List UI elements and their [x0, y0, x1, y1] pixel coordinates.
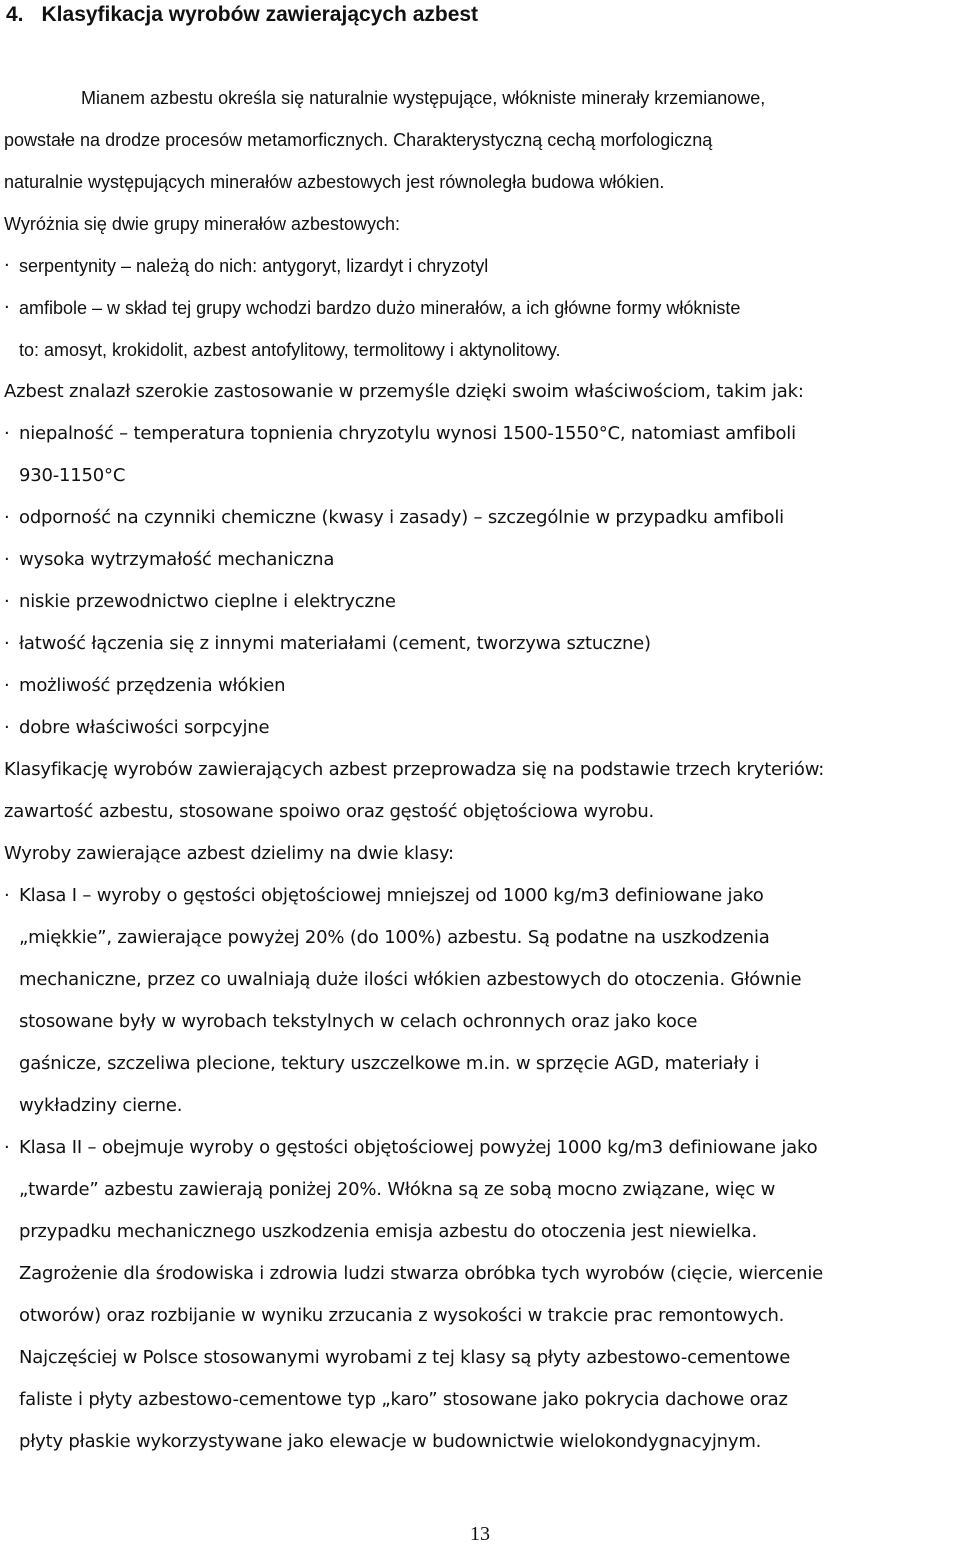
list-item-continuation: to: amosyt, krokidolit, azbest antofylitowy, termolitowy i aktynolitowy. [19, 340, 561, 360]
list-item-continuation: otworów) oraz rozbijanie w wyniku zrzucania z wysokości w trakcie prac remontowych. [19, 1305, 785, 1326]
bullet-marker: · [4, 297, 10, 318]
list-item-continuation: 930-1150°C [19, 465, 126, 486]
paragraph-line: Azbest znalazł szerokie zastosowanie w przemyśle dzięki swoim właściwościom, takim jak: [4, 381, 804, 402]
list-item: łatwość łączenia się z innymi materiałami (cement, tworzywa sztuczne) [19, 633, 651, 654]
bullet-marker: · [4, 675, 10, 696]
bullet-marker: · [4, 255, 10, 276]
bullet-marker: · [4, 507, 10, 528]
bullet-marker: · [4, 591, 10, 612]
list-item-continuation: Zagrożenie dla środowiska i zdrowia ludzi stwarza obróbka tych wyrobów (cięcie, wiercenie [19, 1263, 824, 1284]
list-item: wysoka wytrzymałość mechaniczna [19, 549, 335, 570]
list-item: Klasa I – wyroby o gęstości objętościowej mniejszej od 1000 kg/m3 definiowane jako [19, 885, 764, 906]
list-item: możliwość przędzenia włókien [19, 675, 286, 696]
bullet-marker: · [4, 717, 10, 738]
list-item-continuation: stosowane były w wyrobach tekstylnych w celach ochronnych oraz jako koce [19, 1011, 698, 1032]
list-item-continuation: przypadku mechanicznego uszkodzenia emisja azbestu do otoczenia jest niewielka. [19, 1221, 757, 1242]
list-item-continuation: wykładziny cierne. [19, 1095, 183, 1116]
paragraph-line: Mianem azbestu określa się naturalnie występujące, włókniste minerały krzemianowe, [81, 88, 766, 108]
paragraph-line: naturalnie występujących minerałów azbestowych jest równoległa budowa włókien. [4, 172, 665, 192]
bullet-marker: · [4, 423, 10, 444]
paragraph-line: Klasyfikację wyrobów zawierających azbest przeprowadza się na podstawie trzech kryteriów: [4, 759, 825, 780]
list-item: amfibole – w skład tej grupy wchodzi bardzo dużo minerałów, a ich główne formy włókniste [19, 298, 741, 318]
paragraph-line: Wyróżnia się dwie grupy minerałów azbestowych: [4, 214, 400, 234]
section-title: Klasyfikacja wyrobów zawierających azbest [41, 3, 479, 26]
list-item-continuation: gaśnicze, szczeliwa plecione, tektury uszczelkowe m.in. w sprzęcie AGD, materiały i [19, 1053, 760, 1074]
section-number: 4. [6, 3, 24, 26]
list-item-continuation: płyty płaskie wykorzystywane jako elewacje w budownictwie wielokondygnacyjnym. [19, 1431, 762, 1452]
list-item: niskie przewodnictwo cieplne i elektryczne [19, 591, 396, 612]
list-item-continuation: Najczęściej w Polsce stosowanymi wyrobami z tej klasy są płyty azbestowo-cementowe [19, 1347, 791, 1368]
list-item-continuation: „twarde” azbestu zawierają poniżej 20%. Włókna są ze sobą mocno związane, więc w [19, 1179, 776, 1200]
list-item: odporność na czynniki chemiczne (kwasy i zasady) – szczególnie w przypadku amfiboli [19, 507, 784, 528]
bullet-marker: · [4, 549, 10, 570]
list-item: dobre właściwości sorpcyjne [19, 717, 270, 738]
list-item: niepalność – temperatura topnienia chryzotylu wynosi 1500-1550°C, natomiast amfiboli [19, 423, 796, 444]
list-item-continuation: mechaniczne, przez co uwalniają duże ilości włókien azbestowych do otoczenia. Głównie [19, 969, 802, 990]
bullet-marker: · [4, 885, 10, 906]
list-item: serpentynity – należą do nich: antygoryt, lizardyt i chryzotyl [19, 256, 489, 276]
bullet-marker: · [4, 1137, 10, 1158]
paragraph-line: powstałe na drodze procesów metamorficznych. Charakterystyczną cechą morfologiczną [4, 130, 713, 150]
paragraph-line: zawartość azbestu, stosowane spoiwo oraz gęstość objętościowa wyrobu. [4, 801, 655, 822]
list-item-continuation: faliste i płyty azbestowo-cementowe typ „karo” stosowane jako pokrycia dachowe oraz [19, 1389, 788, 1410]
bullet-marker: · [4, 633, 10, 654]
list-item-continuation: „miękkie”, zawierające powyżej 20% (do 100%) azbestu. Są podatne na uszkodzenia [19, 927, 770, 948]
paragraph-line: Wyroby zawierające azbest dzielimy na dwie klasy: [4, 843, 454, 864]
list-item: Klasa II – obejmuje wyroby o gęstości objętościowej powyżej 1000 kg/m3 definiowane jako [19, 1137, 818, 1158]
page-number: 13 [470, 1523, 490, 1545]
section-heading [6, 2, 478, 28]
